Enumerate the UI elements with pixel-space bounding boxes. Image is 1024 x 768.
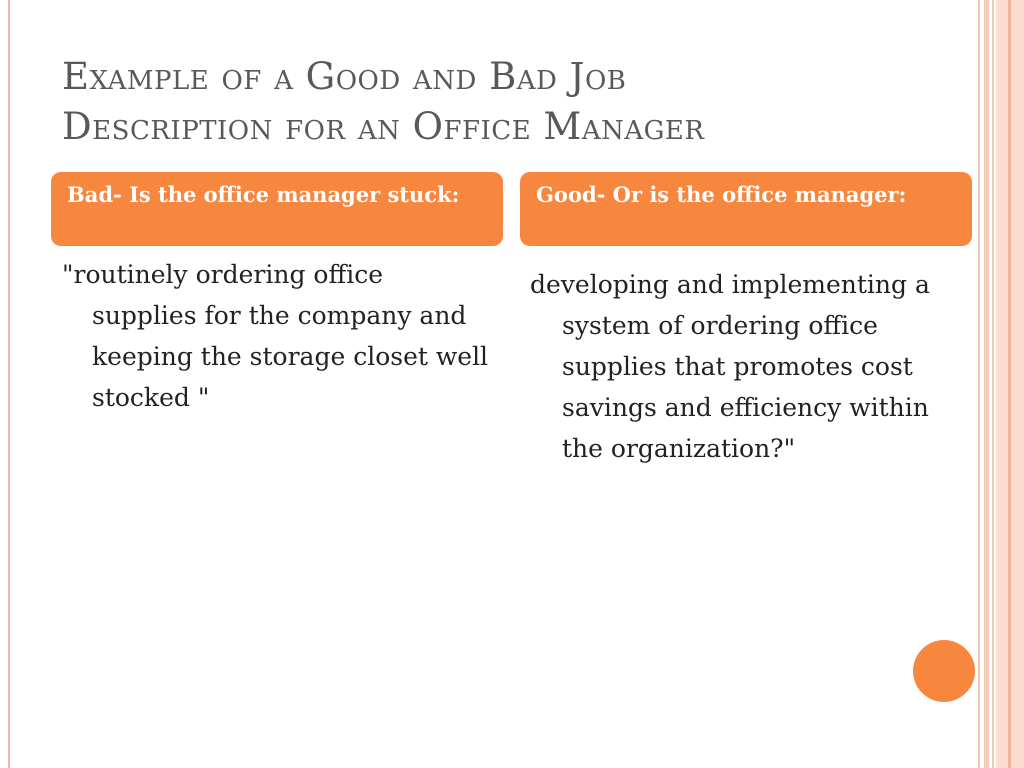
slide-title — [62, 52, 942, 152]
decorative-stripe — [984, 0, 989, 768]
good-column-text: developing and implementing a system of ordering office supplies that promotes cost savings and efficiency within the organization?" — [530, 270, 930, 463]
decorative-stripe — [992, 0, 994, 768]
decorative-stripe — [978, 0, 980, 768]
good-column-header: Good- Or is the office manager: — [520, 172, 972, 246]
decorative-stripe — [1008, 0, 1011, 768]
bad-column-text: "routinely ordering office supplies for the company and keeping the storage closet well stocked " — [62, 260, 489, 412]
slide-title-line-2: Description for an Office Manager — [62, 105, 705, 148]
left-border-rule — [8, 0, 10, 768]
decorative-circle — [913, 640, 975, 702]
bad-column-header: Bad- Is the office manager stuck: — [51, 172, 503, 246]
slide-title-line-1: Example of a Good and Bad Job — [62, 55, 627, 98]
